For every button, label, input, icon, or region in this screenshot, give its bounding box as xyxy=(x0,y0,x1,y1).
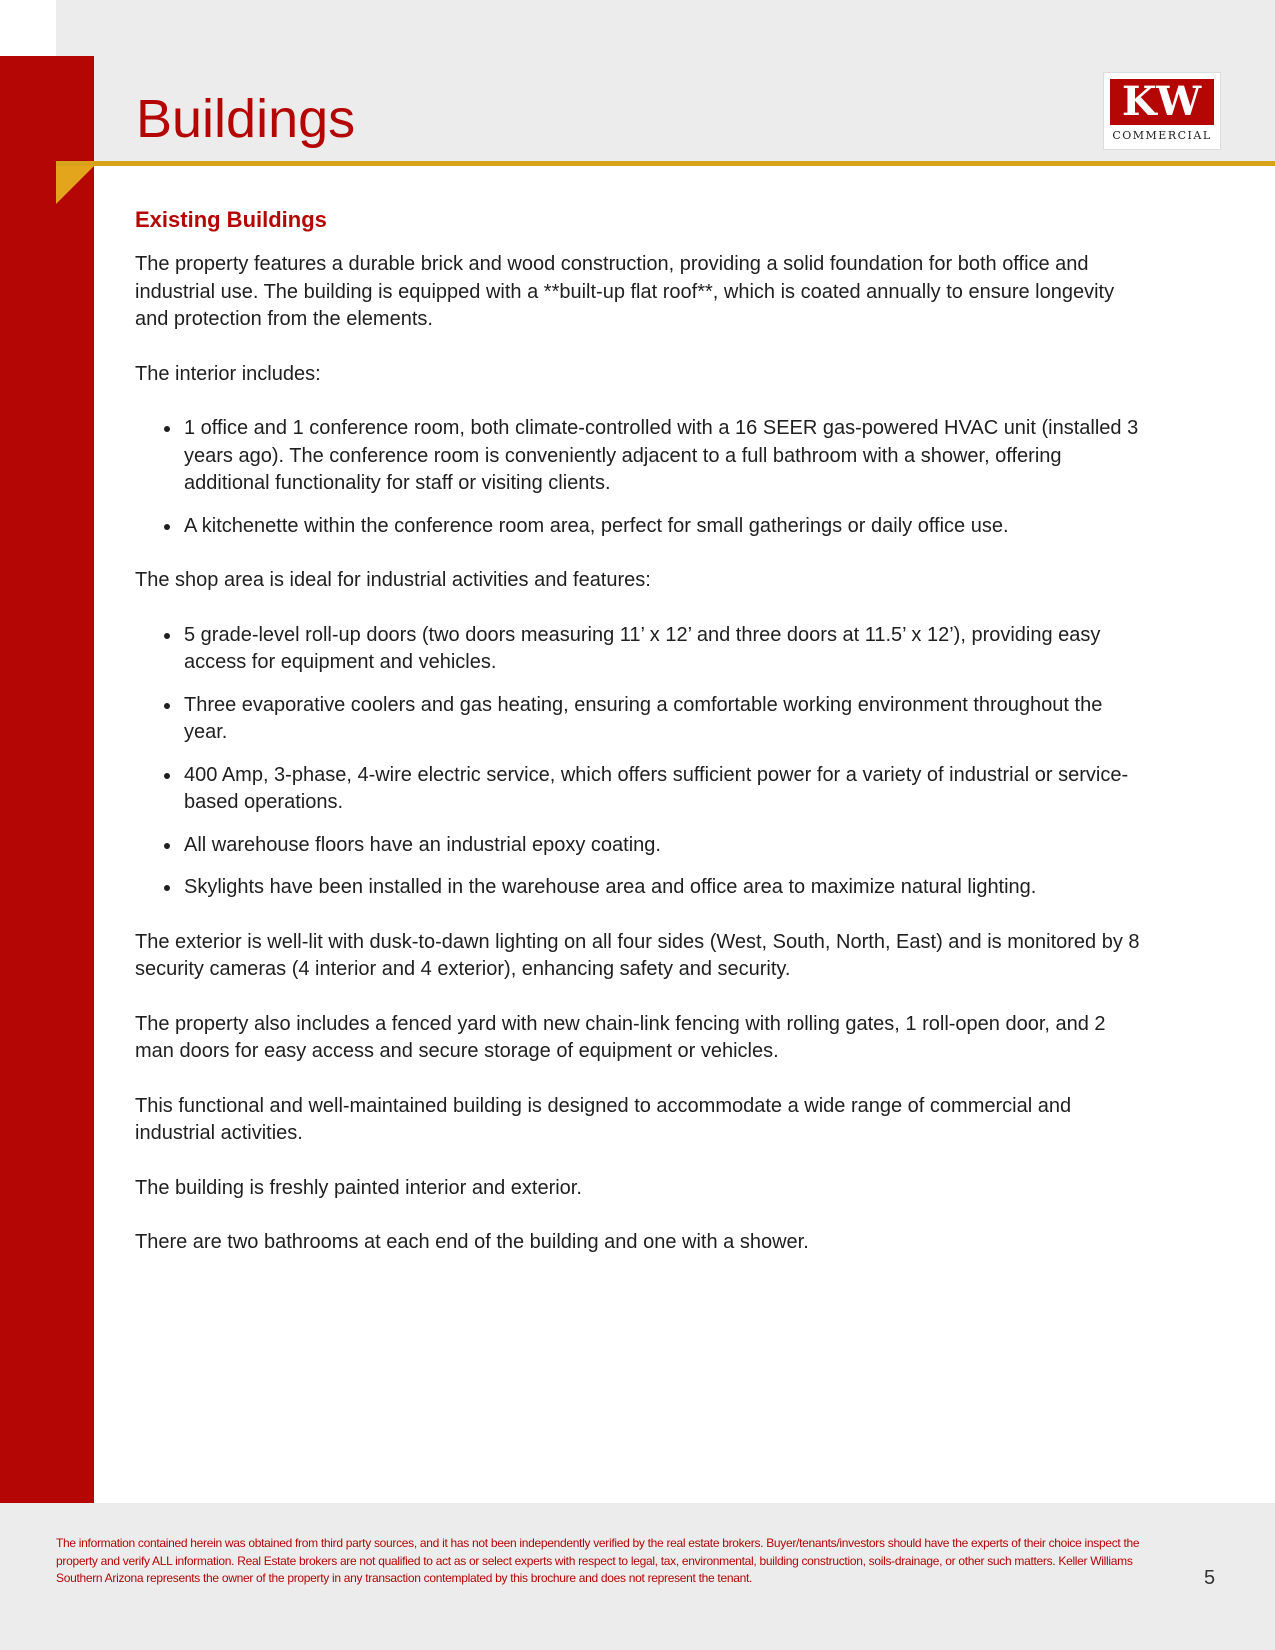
kw-commercial-logo xyxy=(1104,73,1220,149)
exterior-paragraph: The exterior is well-lit with dusk-to-dawn lighting on all four sides (West, South, North, East) and is monitored by 8 security cameras (4 interior and 4 exterior), enhancing safety and security. xyxy=(135,930,1140,980)
left-accent-bar xyxy=(0,56,94,1503)
interior-lead: The interior includes: xyxy=(135,362,321,385)
yard-paragraph: The property also includes a fenced yard with new chain-link fencing with rolling gates, 1 roll-open door, and 2 man doors for easy access and secure storage of equipment or vehicles. xyxy=(135,1012,1106,1062)
page-number: 5 xyxy=(1204,1567,1216,1589)
list-item: • Three evaporative coolers and gas heating, ensuring a comfortable working environment throughout the year. xyxy=(182,692,1145,747)
section-heading: Existing Buildings xyxy=(135,207,327,232)
intro-paragraph: The property features a durable brick and wood construction, providing a solid foundation for both office and industrial use. The building is equipped with a **built-up flat roof**, which is coated annually to ensure longevity and protection from the elements. xyxy=(135,253,1115,330)
logo-mark: KW xyxy=(1110,79,1214,125)
list-item: • 5 grade-level roll-up doors (two doors measuring 11’ x 12’ and three doors at 11.5’ x 12’), providing easy access for equipment and vehicles. xyxy=(182,622,1145,677)
paint-paragraph: The building is freshly painted interior and exterior. xyxy=(135,1176,582,1199)
shop-list xyxy=(135,622,1145,902)
page-title: Buildings xyxy=(136,89,356,149)
list-item: • Skylights have been installed in the warehouse area and office area to maximize natural lighting. xyxy=(182,874,1145,902)
corner-block xyxy=(0,0,56,56)
footer-disclaimer: The information contained herein was obtained from third party sources, and it has not been independently verified by the real estate brokers. Buyer/tenants/investors should have the experts of their choice inspect the property and verify ALL information. Real Estate brokers are not qualified to act as or select experts with respect to legal, tax, environmental, building construction, soils-drainage, or other such matters. Keller Williams Southern Arizona represents the owner of the property in any transaction contemplated by this brochure and does not represent the tenant. xyxy=(56,1536,1140,1585)
logo-subtitle: COMMERCIAL xyxy=(1112,129,1212,142)
bathrooms-paragraph: There are two bathrooms at each end of the building and one with a shower. xyxy=(135,1231,809,1253)
shop-lead: The shop area is ideal for industrial activities and features: xyxy=(135,569,651,591)
list-item: • All warehouse floors have an industrial epoxy coating. xyxy=(182,832,1145,860)
list-item: • 1 office and 1 conference room, both climate-controlled with a 16 SEER gas-powered HVAC unit (installed 3 years ago). The conference room is conveniently adjacent to a full bathroom with a shower, offering additional functionality for staff or visiting clients. xyxy=(182,415,1145,498)
interior-list xyxy=(135,415,1145,540)
main-content xyxy=(135,205,1145,1284)
list-item: • 400 Amp, 3-phase, 4-wire electric service, which offers sufficient power for a variety of industrial or service-based operations. xyxy=(182,762,1145,817)
header-rule xyxy=(56,161,1275,166)
list-item: • A kitchenette within the conference room area, perfect for small gatherings or daily office use. xyxy=(182,513,1145,541)
corner-triangle xyxy=(56,166,94,204)
summary-paragraph: This functional and well-maintained building is designed to accommodate a wide range of commercial and industrial activities. xyxy=(135,1094,1072,1144)
